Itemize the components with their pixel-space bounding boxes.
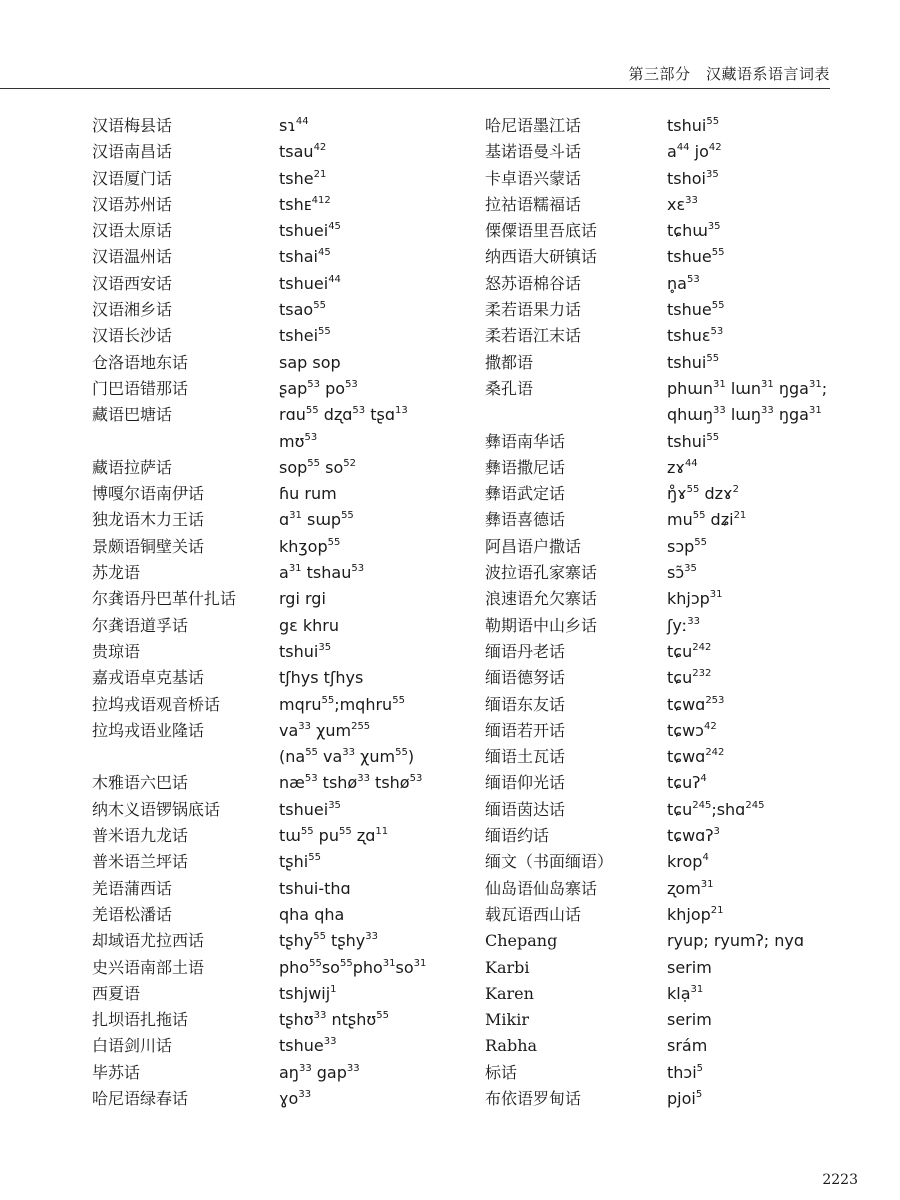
language-name: 缅文（书面缅语） [485,852,614,872]
word-form: sap sop [279,352,341,372]
word-entry [92,113,482,139]
language-name: 柔若语果力话 [485,300,582,320]
word-entry [485,692,885,718]
word-entry [92,823,482,849]
right-column [485,113,885,1112]
word-form: tɕwɑʔ$^3$ [667,826,720,846]
word-form: tʂhy$^{55}$ tʂhy$^{33}$ [279,931,378,951]
word-form: tɕu$^{245}$;shɑ$^{245}$ [667,799,765,819]
word-entry [92,928,482,954]
word-form: phɯn$^{31}$ lɯn$^{31}$ ŋga$^{31}$; [667,378,828,398]
language-name: 门巴语错那话 [92,378,189,398]
running-head: 第三部分 汉藏语系语言词表 [628,65,830,83]
word-form: tshjwij$^1$ [279,983,337,1003]
word-form: $a^{31}$ tshau$^{53}$ [279,563,365,583]
language-name: 独龙语木力王话 [92,510,205,530]
language-name: 苏龙语 [92,563,141,583]
word-form: krop$^4$ [667,852,709,872]
language-name: 阿昌语户撒话 [485,536,582,556]
language-name: 羌语松潘话 [92,904,173,924]
word-entry [92,902,482,928]
word-form: tshui$^{55}$ [667,116,720,135]
language-name: 毕苏话 [92,1062,141,1082]
word-form: tɕwɑ$^{242}$ [667,747,725,767]
word-form: khʒop$^{55}$ [279,536,341,556]
word-form: ʐom$^{31}$ [667,878,714,898]
word-entry [92,665,482,691]
word-form: $va^{33}$ χum$^{255}$ [279,720,371,740]
word-entry [485,744,885,770]
language-name: 彝语撒尼话 [485,457,566,477]
word-form: xɛ$^{33}$ [667,194,698,214]
word-entry [485,560,885,586]
word-form: qhɯŋ$^{33}$ lɯŋ$^{33}$ ŋga$^{31}$ [667,405,822,425]
word-form: $n̥a^{53}$ [667,273,700,293]
word-entry [92,692,482,718]
language-name: 哈尼语墨江话 [485,116,582,135]
word-entry [92,1007,482,1033]
word-form: ʂap$^{53}$ $po^{53}$ [279,378,358,398]
word-entry [485,350,885,376]
word-form: srám [667,1036,708,1056]
word-entry [92,1060,482,1086]
word-entry [92,271,482,297]
language-name: Rabha [485,1036,538,1056]
word-form: khjop$^{21}$ [667,904,724,924]
language-name: 撒都语 [485,352,534,372]
word-form: zɤ$^{44}$ [667,457,698,477]
language-name: 缅语丹老话 [485,641,566,661]
word-entry [92,534,482,560]
language-name: 基诺语曼斗话 [485,142,582,162]
word-entry [485,876,885,902]
word-form: tɕwɔ$^{42}$ [667,720,717,740]
word-form: tʂhi$^{55}$ [279,852,321,872]
word-form: tshui-thɑ [279,878,351,898]
word-form: tsau$^{42}$ [279,142,327,162]
word-entry [485,218,885,244]
language-name: 浪速语允欠寨话 [485,589,598,609]
word-entry [485,797,885,823]
word-entry [92,876,482,902]
word-entry [485,1033,885,1059]
word-form: tshuei$^{35}$ [279,799,341,819]
word-form: khjɔp$^{31}$ [667,589,723,609]
language-name: 汉语太原话 [92,221,173,241]
word-form: ŋ̊ɤ$^{55}$ dzɤ$^2$ [667,484,739,504]
word-entry [485,718,885,744]
language-name: 彝语武定话 [485,484,566,504]
language-name: 尔龚语丹巴革什扎话 [92,589,237,609]
header-rule [0,88,830,89]
word-entry [485,902,885,928]
language-name: 载瓦语西山话 [485,904,582,924]
language-name: 缅语若开话 [485,720,566,740]
word-form: tshui$^{35}$ [279,641,332,661]
word-entry [92,429,482,455]
word-entry [485,455,885,481]
word-entry [485,613,885,639]
word-form: qha qha [279,904,345,924]
word-entry [485,586,885,612]
word-form: $pho^{55}so^{55}pho^{31}so^{31}$ [279,957,427,977]
word-entry [92,297,482,323]
language-name: 博嘎尔语南伊话 [92,484,205,504]
word-entry [485,507,885,533]
word-form: tɕu$^{232}$ [667,668,712,688]
word-form: sɿ$^{44}$ [279,116,309,135]
word-form: serim [667,1010,712,1030]
language-name: 汉语西安话 [92,273,173,293]
language-name: 缅语土瓦话 [485,747,566,767]
word-entry [485,376,885,402]
word-entry [92,192,482,218]
word-form: $a^{44}$ $jo^{42}$ [667,142,722,162]
word-form: mʊ$^{53}$ [279,431,318,451]
word-form: tɕwɑ$^{253}$ [667,694,725,714]
word-form: tshuei$^{45}$ [279,221,341,241]
word-entry [485,823,885,849]
word-form: $aŋ^{33}$ gap$^{33}$ [279,1062,360,1082]
language-name: 汉语长沙话 [92,326,173,346]
word-form: tɕuʔ$^4$ [667,773,707,793]
word-form: tshui$^{55}$ [667,352,720,372]
language-name: 拉祜语糯福话 [485,194,582,214]
language-name: 扎坝语扎拖话 [92,1010,189,1030]
word-form: tshue$^{33}$ [279,1036,337,1056]
language-name: Karbi [485,957,530,977]
left-column [92,113,482,1112]
language-name: 汉语南昌话 [92,142,173,162]
word-entry [485,1086,885,1112]
language-name: 桑孔语 [485,378,534,398]
word-entry [92,455,482,481]
word-entry [485,928,885,954]
word-form: serim [667,957,712,977]
word-form: ɣo$^{33}$ [279,1088,312,1108]
word-entry [92,244,482,270]
word-entry [485,429,885,455]
word-form: ʃyː$^{33}$ [667,615,700,635]
language-name: 波拉语孔家寨话 [485,563,598,583]
word-form: ($na^{55}$ $va^{33}$ χum$^{55}$) [279,747,415,767]
language-name: 拉坞戎语业隆话 [92,720,205,740]
word-entry [92,639,482,665]
language-name: 仙岛语仙岛寨话 [485,878,598,898]
word-form: ɦu rum [279,484,337,504]
word-entry [485,639,885,665]
word-form: tshei$^{55}$ [279,326,331,346]
word-form: $mu^{55}$ dʑi$^{21}$ [667,510,747,530]
word-form: tshe$^{21}$ [279,168,327,188]
language-name: 布依语罗甸话 [485,1088,582,1108]
word-form: ryup; ryumʔ; nyɑ [667,931,804,951]
language-name: 缅语德努话 [485,668,566,688]
word-entry [485,166,885,192]
word-form: $næ^{53}$ tshø$^{33}$ tshø$^{53}$ [279,773,423,793]
word-entry [92,797,482,823]
page-number: 2223 [822,1172,858,1188]
word-form: ɑ$^{31}$ sɯp$^{55}$ [279,510,354,530]
word-form: tshue$^{55}$ [667,300,725,320]
word-form: tshui$^{55}$ [667,431,720,451]
word-form: klạ$^{31}$ [667,983,704,1003]
language-name: 尔龚语道孚话 [92,615,189,635]
language-name: 缅语仰光话 [485,773,566,793]
word-entry [92,1033,482,1059]
word-entry [92,981,482,1007]
language-name: 藏语拉萨话 [92,457,173,477]
language-name: 普米语兰坪话 [92,852,189,872]
word-entry [92,376,482,402]
language-name: 白语剑川话 [92,1036,173,1056]
word-entry [485,481,885,507]
word-entry [92,350,482,376]
language-name: 勒期语中山乡话 [485,615,598,635]
word-form: tɕhɯ$^{35}$ [667,221,721,241]
language-name: Chepang [485,931,558,951]
word-form: sop$^{55}$ $so^{52}$ [279,457,356,477]
word-form: tsao$^{55}$ [279,300,326,320]
word-entry [92,586,482,612]
word-form: sɔ̃$^{35}$ [667,563,697,583]
language-name: 纳木义语锣锅底话 [92,799,221,819]
language-name: 纳西语大研镇话 [485,247,598,267]
word-form: tshuei$^{44}$ [279,273,341,293]
word-entry [92,613,482,639]
word-form: tshᴇ$^{412}$ [279,194,331,214]
word-entry [485,113,885,139]
language-name: 西夏语 [92,983,141,1003]
language-name: 羌语蒲西话 [92,878,173,898]
word-form: tshai$^{45}$ [279,247,331,267]
language-name: 傈僳语里吾底话 [485,221,598,241]
language-name: 拉坞戎语观音桥话 [92,694,221,714]
word-form: pjoi$^5$ [667,1088,703,1108]
language-name: 藏语巴塘话 [92,405,173,425]
language-name: 贵琼语 [92,641,141,661]
word-form: mqru$^{55}$;mqhru$^{55}$ [279,694,405,714]
word-entry [485,402,885,428]
language-name: 怒苏语棉谷话 [485,273,582,293]
language-name: 卡卓语兴蒙话 [485,168,582,188]
word-entry [92,718,482,744]
language-name: 彝语南华话 [485,431,566,451]
word-entry [92,323,482,349]
language-name: 仓洛语地东话 [92,352,189,372]
word-entry [485,244,885,270]
language-name: 缅语东友话 [485,694,566,714]
language-name: 彝语喜德话 [485,510,566,530]
language-name: 景颇语铜壁关话 [92,536,205,556]
word-entry [485,534,885,560]
word-entry [92,1086,482,1112]
word-form: rɑu$^{55}$ dʐɑ$^{53}$ tʂɑ$^{13}$ [279,405,408,425]
language-name: 缅语茵达话 [485,799,566,819]
word-entry [485,1060,885,1086]
language-name: 缅语约话 [485,826,550,846]
language-name: 史兴语南部土语 [92,957,205,977]
word-form: tshuɛ$^{53}$ [667,326,724,346]
word-entry [92,955,482,981]
word-entry [485,323,885,349]
language-name: Mikir [485,1010,529,1030]
word-form: tʂhʊ$^{33}$ ntʂhʊ$^{55}$ [279,1010,389,1030]
word-form: tʃhys tʃhys [279,668,364,688]
word-entry [92,770,482,796]
word-form: thɔi$^5$ [667,1062,704,1082]
word-entry [485,297,885,323]
language-name: 嘉戎语卓克基话 [92,668,205,688]
word-form: rgi rgi [279,589,326,609]
word-entry [485,271,885,297]
language-name: 汉语温州话 [92,247,173,267]
word-entry [92,560,482,586]
language-name: 柔若语江末话 [485,326,582,346]
word-entry [92,744,482,770]
word-entry [92,481,482,507]
word-entry [92,849,482,875]
word-entry [485,665,885,691]
word-entry [485,770,885,796]
word-form: tshue$^{55}$ [667,247,725,267]
language-name: 却域语尤拉西话 [92,931,205,951]
word-entry [92,218,482,244]
language-name: Karen [485,983,534,1003]
word-entry [485,981,885,1007]
language-name: 哈尼语绿春话 [92,1088,189,1108]
word-entry [485,849,885,875]
word-entry [92,139,482,165]
language-name: 木雅语六巴话 [92,773,189,793]
word-entry [485,139,885,165]
word-form: gɛ khru [279,615,340,635]
word-entry [485,955,885,981]
language-name: 汉语湘乡话 [92,300,173,320]
word-entry [92,507,482,533]
language-name: 标话 [485,1062,518,1082]
word-form: tɯ$^{55}$ $pu^{55}$ ʐɑ$^{11}$ [279,826,389,846]
language-name: 普米语九龙话 [92,826,189,846]
word-entry [485,1007,885,1033]
word-form: tshoi$^{35}$ [667,168,719,188]
language-name: 汉语梅县话 [92,116,173,135]
word-form: sɔp$^{55}$ [667,536,708,556]
word-form: tɕu$^{242}$ [667,641,712,661]
language-name: 汉语苏州话 [92,194,173,214]
language-name: 汉语厦门话 [92,168,173,188]
word-entry [92,166,482,192]
page-header [0,0,900,90]
word-entry [485,192,885,218]
word-entry [92,402,482,428]
